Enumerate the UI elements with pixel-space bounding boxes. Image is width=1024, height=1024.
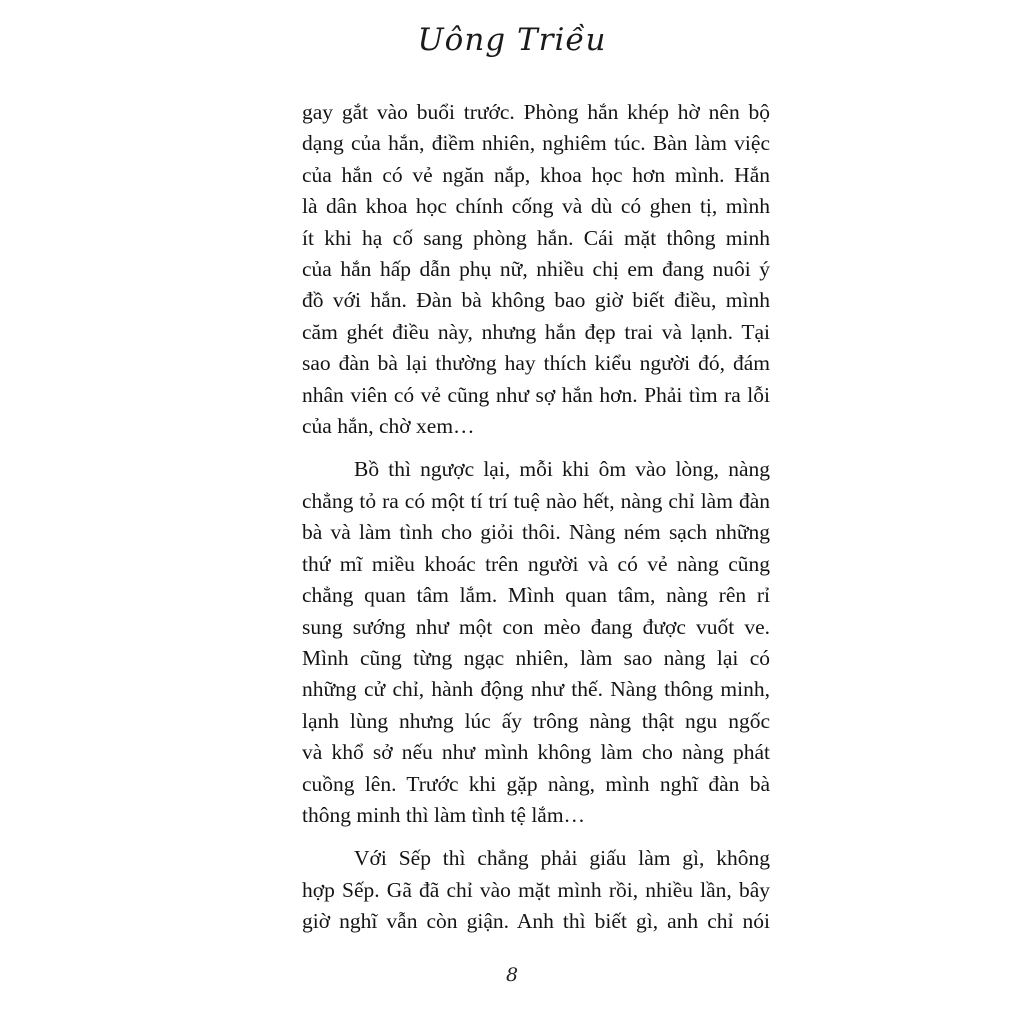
text-line: thứ mĩ miều khoác trên người và có vẻ nàng cũng: [302, 551, 770, 576]
text-line: gay gắt vào buổi trước. Phòng hắn khép hờ nên bộ: [302, 100, 770, 124]
text-line: bà và làm tình cho giỏi thôi. Nàng ném sạch những: [302, 520, 770, 545]
text-line: và khổ sở nếu như mình không làm cho nàng phát: [302, 740, 770, 765]
text-line: dạng của hắn, điềm nhiên, nghiêm túc. Bàn làm việc: [302, 131, 770, 156]
paragraph: [302, 843, 770, 937]
text-line: chẳng quan tâm lắm. Mình quan tâm, nàng rên rỉ: [302, 583, 770, 608]
text-line: giờ nghĩ vẫn còn giận. Anh thì biết gì, anh chỉ nói: [302, 909, 770, 934]
text-line: nhân viên có vẻ cũng như sợ hắn hơn. Phải tìm ra lỗi: [302, 382, 770, 407]
text-line: thông minh thì làm tình tệ lắm…: [302, 802, 586, 827]
body-text: [302, 97, 770, 938]
text-line: căm ghét điều này, nhưng hắn đẹp trai và lạnh. Tại: [302, 319, 770, 344]
text-line: hợp Sếp. Gã đã chỉ vào mặt mình rồi, nhiều lần, bây: [302, 877, 770, 902]
text-line: sao đàn bà lại thường hay thích kiểu người đó, đám: [302, 351, 770, 376]
text-line: sung sướng như một con mèo đang được vuốt ve.: [302, 614, 770, 639]
text-line: của hắn có vẻ ngăn nắp, khoa học hơn mình. Hắn: [302, 162, 770, 187]
text-line: Với Sếp thì chẳng phải giấu làm gì, không: [354, 846, 770, 871]
paragraph: [302, 97, 770, 442]
page-number: 8: [505, 964, 519, 986]
text-line: của hắn hấp dẫn phụ nữ, nhiều chị em đang nuôi ý: [302, 257, 770, 282]
paragraph: [302, 454, 770, 831]
running-head-author: Uông Triều: [417, 22, 607, 58]
text-line: đồ với hắn. Đàn bà không bao giờ biết điều, mình: [302, 288, 770, 313]
text-line: những cử chỉ, hành động như thế. Nàng thông minh,: [302, 677, 770, 702]
text-line: lạnh lùng nhưng lúc ấy trông nàng thật ngu ngốc: [302, 708, 770, 733]
text-line: của hắn, chờ xem…: [302, 414, 475, 439]
text-line: ít khi hạ cố sang phòng hắn. Cái mặt thông minh: [302, 225, 770, 250]
text-line: chẳng tỏ ra có một tí trí tuệ nào hết, nàng chỉ làm đàn: [302, 488, 770, 513]
text-line: là dân khoa học chính cống và dù có ghen tị, mình: [302, 194, 770, 219]
text-line: Mình cũng từng ngạc nhiên, làm sao nàng lại có: [302, 645, 770, 670]
text-line: Bồ thì ngược lại, mỗi khi ôm vào lòng, nàng: [354, 457, 770, 482]
text-line: cuồng lên. Trước khi gặp nàng, mình nghĩ đàn bà: [302, 771, 770, 796]
